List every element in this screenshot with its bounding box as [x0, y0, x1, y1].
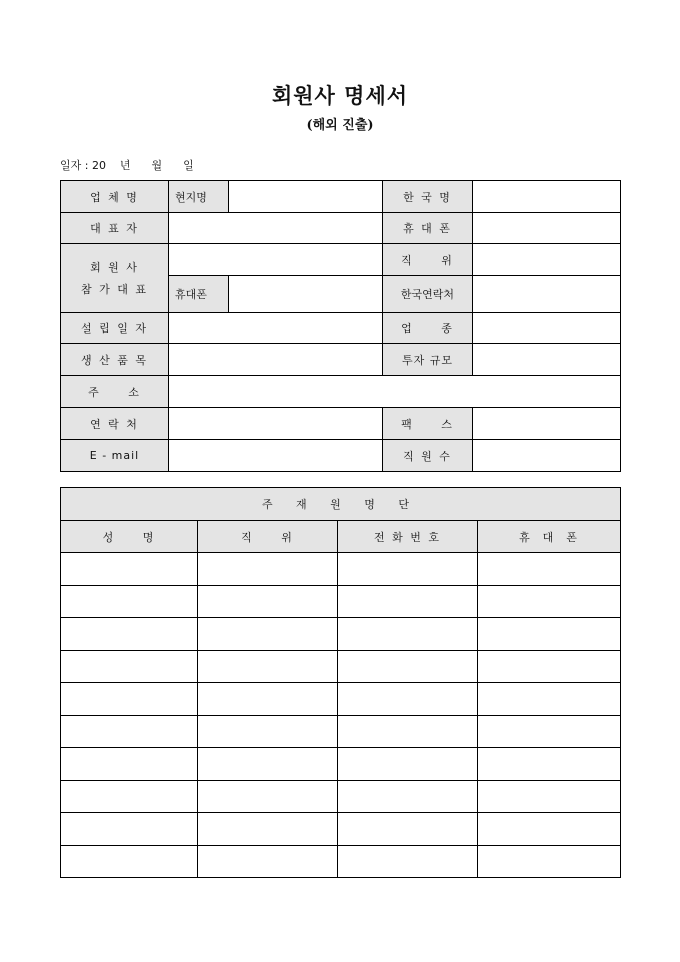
founded-label: 설 립 일 자	[61, 313, 169, 344]
rep-name-field[interactable]	[169, 244, 383, 276]
phone-cell[interactable]	[338, 618, 478, 651]
date-line: 일자 : 20 년 월 일	[60, 159, 194, 172]
korean-name-field[interactable]	[473, 181, 621, 213]
industry-label: 업 종	[383, 313, 473, 344]
phone-cell[interactable]	[338, 813, 478, 846]
rep-mobile-label: 휴대폰	[169, 276, 229, 313]
korea-contact-field[interactable]	[473, 276, 621, 313]
name-cell[interactable]	[61, 845, 198, 878]
name-cell[interactable]	[61, 683, 198, 716]
mobile-cell[interactable]	[478, 748, 621, 781]
founded-field[interactable]	[169, 313, 383, 344]
phone-cell[interactable]	[338, 553, 478, 586]
ceo-field[interactable]	[169, 213, 383, 244]
korean-name-label: 한 국 명	[383, 181, 473, 213]
email-field[interactable]	[169, 440, 383, 472]
industry-field[interactable]	[473, 313, 621, 344]
staff-table-caption: 주 재 원 명 단	[61, 488, 621, 521]
name-cell[interactable]	[61, 618, 198, 651]
position-cell[interactable]	[198, 813, 338, 846]
table-row	[61, 618, 621, 651]
mobile-cell[interactable]	[478, 845, 621, 878]
employees-label: 직 원 수	[383, 440, 473, 472]
header-name: 성 명	[61, 521, 198, 553]
position-cell[interactable]	[198, 715, 338, 748]
contact-field[interactable]	[169, 408, 383, 440]
table-row	[61, 715, 621, 748]
investment-label: 투자 규모	[383, 344, 473, 376]
fax-field[interactable]	[473, 408, 621, 440]
staff-table	[60, 487, 621, 878]
table-row	[61, 748, 621, 781]
company-name-label: 업 체 명	[61, 181, 169, 213]
mobile-cell[interactable]	[478, 715, 621, 748]
rep-label	[61, 244, 169, 313]
table-row	[61, 780, 621, 813]
mobile-cell[interactable]	[478, 780, 621, 813]
position-cell[interactable]	[198, 780, 338, 813]
position-cell[interactable]	[198, 683, 338, 716]
position-cell[interactable]	[198, 618, 338, 651]
fax-label: 팩 스	[383, 408, 473, 440]
email-label: E - mail	[61, 440, 169, 472]
local-name-label: 현지명	[169, 181, 229, 213]
phone-cell[interactable]	[338, 748, 478, 781]
company-info-table	[60, 180, 621, 472]
name-cell[interactable]	[61, 585, 198, 618]
name-cell[interactable]	[61, 813, 198, 846]
rep-mobile-field[interactable]	[229, 276, 383, 313]
position-cell[interactable]	[198, 845, 338, 878]
name-cell[interactable]	[61, 553, 198, 586]
products-field[interactable]	[169, 344, 383, 376]
mobile-cell[interactable]	[478, 553, 621, 586]
address-field[interactable]	[169, 376, 621, 408]
ceo-label: 대 표 자	[61, 213, 169, 244]
employees-field[interactable]	[473, 440, 621, 472]
position-cell[interactable]	[198, 585, 338, 618]
mobile-cell[interactable]	[478, 813, 621, 846]
table-row	[61, 585, 621, 618]
header-mobile: 휴 대 폰	[478, 521, 621, 553]
name-cell[interactable]	[61, 715, 198, 748]
products-label: 생 산 품 목	[61, 344, 169, 376]
position-cell[interactable]	[198, 553, 338, 586]
phone-cell[interactable]	[338, 650, 478, 683]
mobile-cell[interactable]	[478, 585, 621, 618]
mobile-cell[interactable]	[478, 650, 621, 683]
position-label: 직 위	[383, 244, 473, 276]
table-row	[61, 845, 621, 878]
ceo-mobile-field[interactable]	[473, 213, 621, 244]
name-cell[interactable]	[61, 780, 198, 813]
rep-label-line1: 회 원 사	[90, 261, 139, 274]
staff-rows	[61, 553, 621, 878]
ceo-mobile-label: 휴 대 폰	[383, 213, 473, 244]
phone-cell[interactable]	[338, 683, 478, 716]
mobile-cell[interactable]	[478, 618, 621, 651]
position-cell[interactable]	[198, 650, 338, 683]
phone-cell[interactable]	[338, 715, 478, 748]
name-cell[interactable]	[61, 650, 198, 683]
position-cell[interactable]	[198, 748, 338, 781]
header-phone: 전 화 번 호	[338, 521, 478, 553]
investment-field[interactable]	[473, 344, 621, 376]
position-field[interactable]	[473, 244, 621, 276]
rep-label-line2: 참 가 대 표	[81, 283, 148, 296]
table-row	[61, 813, 621, 846]
page-title: 회원사 명세서	[271, 83, 409, 108]
contact-label: 연 락 처	[61, 408, 169, 440]
phone-cell[interactable]	[338, 780, 478, 813]
header-position: 직 위	[198, 521, 338, 553]
korea-contact-label: 한국연락처	[383, 276, 473, 313]
address-label: 주 소	[61, 376, 169, 408]
phone-cell[interactable]	[338, 585, 478, 618]
table-row	[61, 553, 621, 586]
mobile-cell[interactable]	[478, 683, 621, 716]
phone-cell[interactable]	[338, 845, 478, 878]
table-row	[61, 650, 621, 683]
local-name-field[interactable]	[229, 181, 383, 213]
name-cell[interactable]	[61, 748, 198, 781]
table-row	[61, 683, 621, 716]
page-subtitle: (해외 진출)	[306, 118, 374, 133]
